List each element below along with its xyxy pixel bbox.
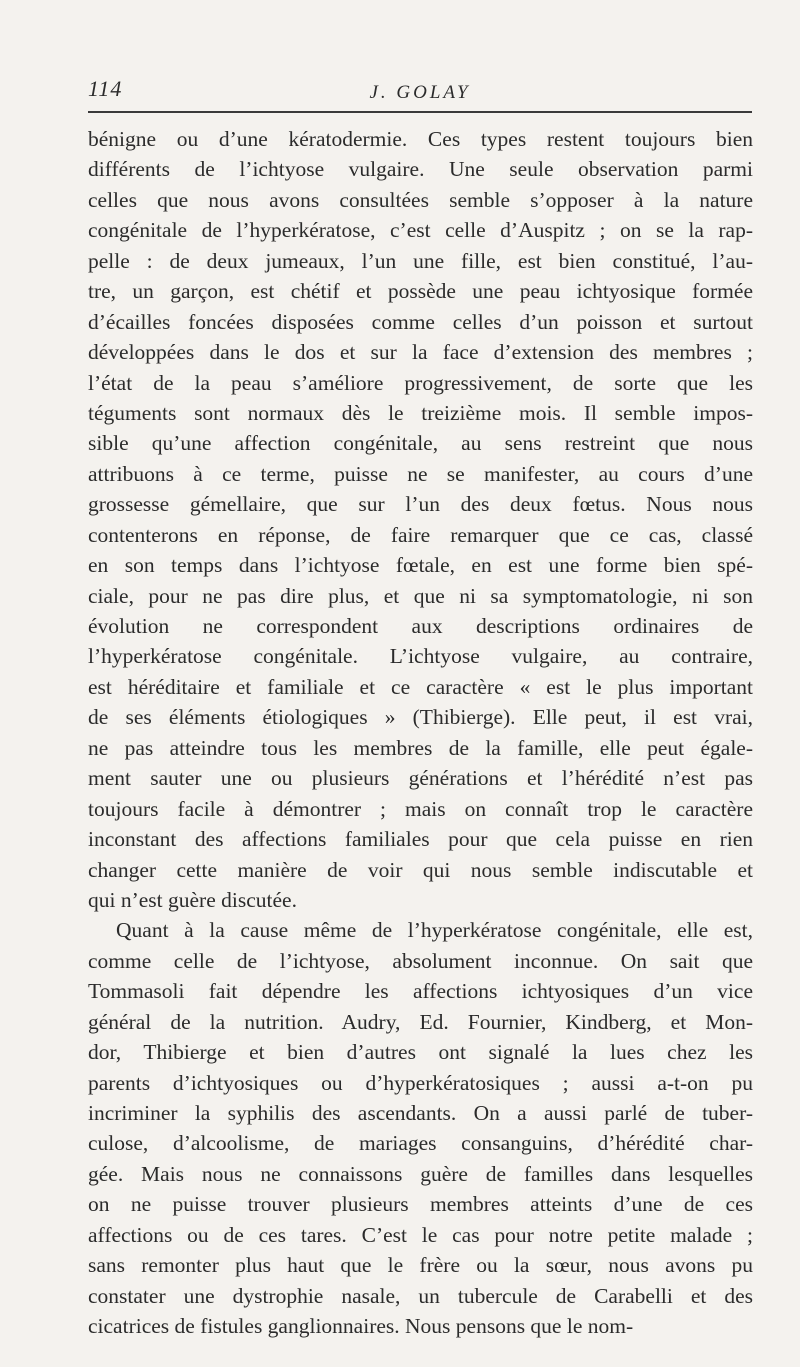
- page-header: [88, 76, 752, 110]
- text-line: Tommasoli fait dépendre les affections ichtyosiques d’un vice: [88, 979, 753, 1004]
- text-line: contenterons en réponse, de faire remarquer que ce cas, classé: [88, 522, 753, 547]
- text-line: évolution ne correspondent aux descriptions ordinaires de: [88, 614, 753, 638]
- text-line: attribuons à ce terme, puisse ne se manifester, au cours d’une: [88, 461, 753, 486]
- text-line: constater une dystrophie nasale, un tubercule de Carabelli et des: [88, 1283, 753, 1308]
- paragraph: [88, 124, 753, 915]
- text-line: bénigne ou d’une kératodermie. Ces types restent toujours bien: [88, 127, 753, 151]
- text-line: téguments sont normaux dès le treizième mois. Il semble impos-: [88, 400, 753, 425]
- text-line: cicatrices de fistules ganglionnaires. Nous pensons que le nom-: [88, 1314, 634, 1339]
- text-line: pelle : de deux jumeaux, l’un une fille, est bien constitué, l’au-: [88, 248, 753, 273]
- text-line: gée. Mais nous ne connaissons guère de familles dans lesquelles: [88, 1161, 753, 1186]
- text-line: général de la nutrition. Audry, Ed. Fournier, Kindberg, et Mon-: [88, 1009, 753, 1034]
- text-line: incriminer la syphilis des ascendants. On a aussi parlé de tuber-: [88, 1101, 753, 1125]
- text-line: qui n’est guère discutée.: [88, 887, 297, 912]
- text-line: ment sauter une ou plusieurs générations et l’hérédité n’est pas: [88, 766, 753, 791]
- text-line: d’écailles foncées disposées comme celles d’un poisson et surtout: [88, 309, 753, 334]
- header-rule: [88, 111, 752, 113]
- text-line: en son temps dans l’ichtyose fœtale, en est une forme bien spé-: [88, 553, 753, 578]
- text-line: congénitale de l’hyperkératose, c’est celle d’Auspitz ; on se la rap-: [88, 218, 753, 243]
- text-line: comme celle de l’ichtyose, absolument inconnue. On sait que: [88, 948, 753, 973]
- text-line: changer cette manière de voir qui nous semble indiscutable et: [88, 857, 753, 882]
- text-line: on ne puisse trouver plusieurs membres atteints d’une de ces: [88, 1192, 753, 1217]
- text-line: culose, d’alcoolisme, de mariages consanguins, d’hérédité char-: [88, 1131, 753, 1156]
- text-line: affections ou de ces tares. C’est le cas pour notre petite malade ;: [88, 1222, 753, 1247]
- text-line: ciale, pour ne pas dire plus, et que ni sa symptomatologie, ni son: [88, 583, 753, 608]
- text-line: grossesse gémellaire, que sur l’un des deux fœtus. Nous nous: [88, 492, 753, 517]
- text-line: tre, un garçon, est chétif et possède une peau ichtyosique formée: [88, 279, 753, 304]
- text-line: ne pas atteindre tous les membres de la famille, elle peut égale-: [88, 735, 753, 760]
- text-line: sans remonter plus haut que le frère ou la sœur, nous avons pu: [88, 1253, 753, 1278]
- text-line: de ses éléments étiologiques » (Thibierge). Elle peut, il est vrai,: [88, 705, 753, 730]
- text-line: différents de l’ichtyose vulgaire. Une seule observation parmi: [88, 157, 753, 182]
- body-text: [88, 124, 753, 1342]
- text-line: est héréditaire et familiale et ce caractère « est le plus important: [88, 674, 753, 699]
- text-line: sible qu’une affection congénitale, au sens restreint que nous: [88, 431, 753, 456]
- text-line: celles que nous avons consultées semble s’opposer à la nature: [88, 187, 753, 212]
- paragraph: [88, 915, 753, 1341]
- page-number: 114: [88, 76, 123, 101]
- text-line: inconstant des affections familiales pour que cela puisse en rien: [88, 827, 753, 852]
- text-line: parents d’ichtyosiques ou d’hyperkératosiques ; aussi a-t-on pu: [88, 1070, 753, 1095]
- text-line: développées dans le dos et sur la face d’extension des membres ;: [88, 340, 753, 365]
- text-line: l’hyperkératose congénitale. L’ichtyose vulgaire, au contraire,: [88, 644, 753, 669]
- text-line: dor, Thibierge et bien d’autres ont signalé la lues chez les: [88, 1040, 753, 1065]
- text-line: toujours facile à démontrer ; mais on connaît trop le caractère: [88, 796, 753, 821]
- text-line: l’état de la peau s’améliore progressivement, de sorte que les: [88, 370, 753, 395]
- text-line: Quant à la cause même de l’hyperkératose congénitale, elle est,: [116, 918, 753, 943]
- running-title: J. GOLAY: [369, 82, 471, 103]
